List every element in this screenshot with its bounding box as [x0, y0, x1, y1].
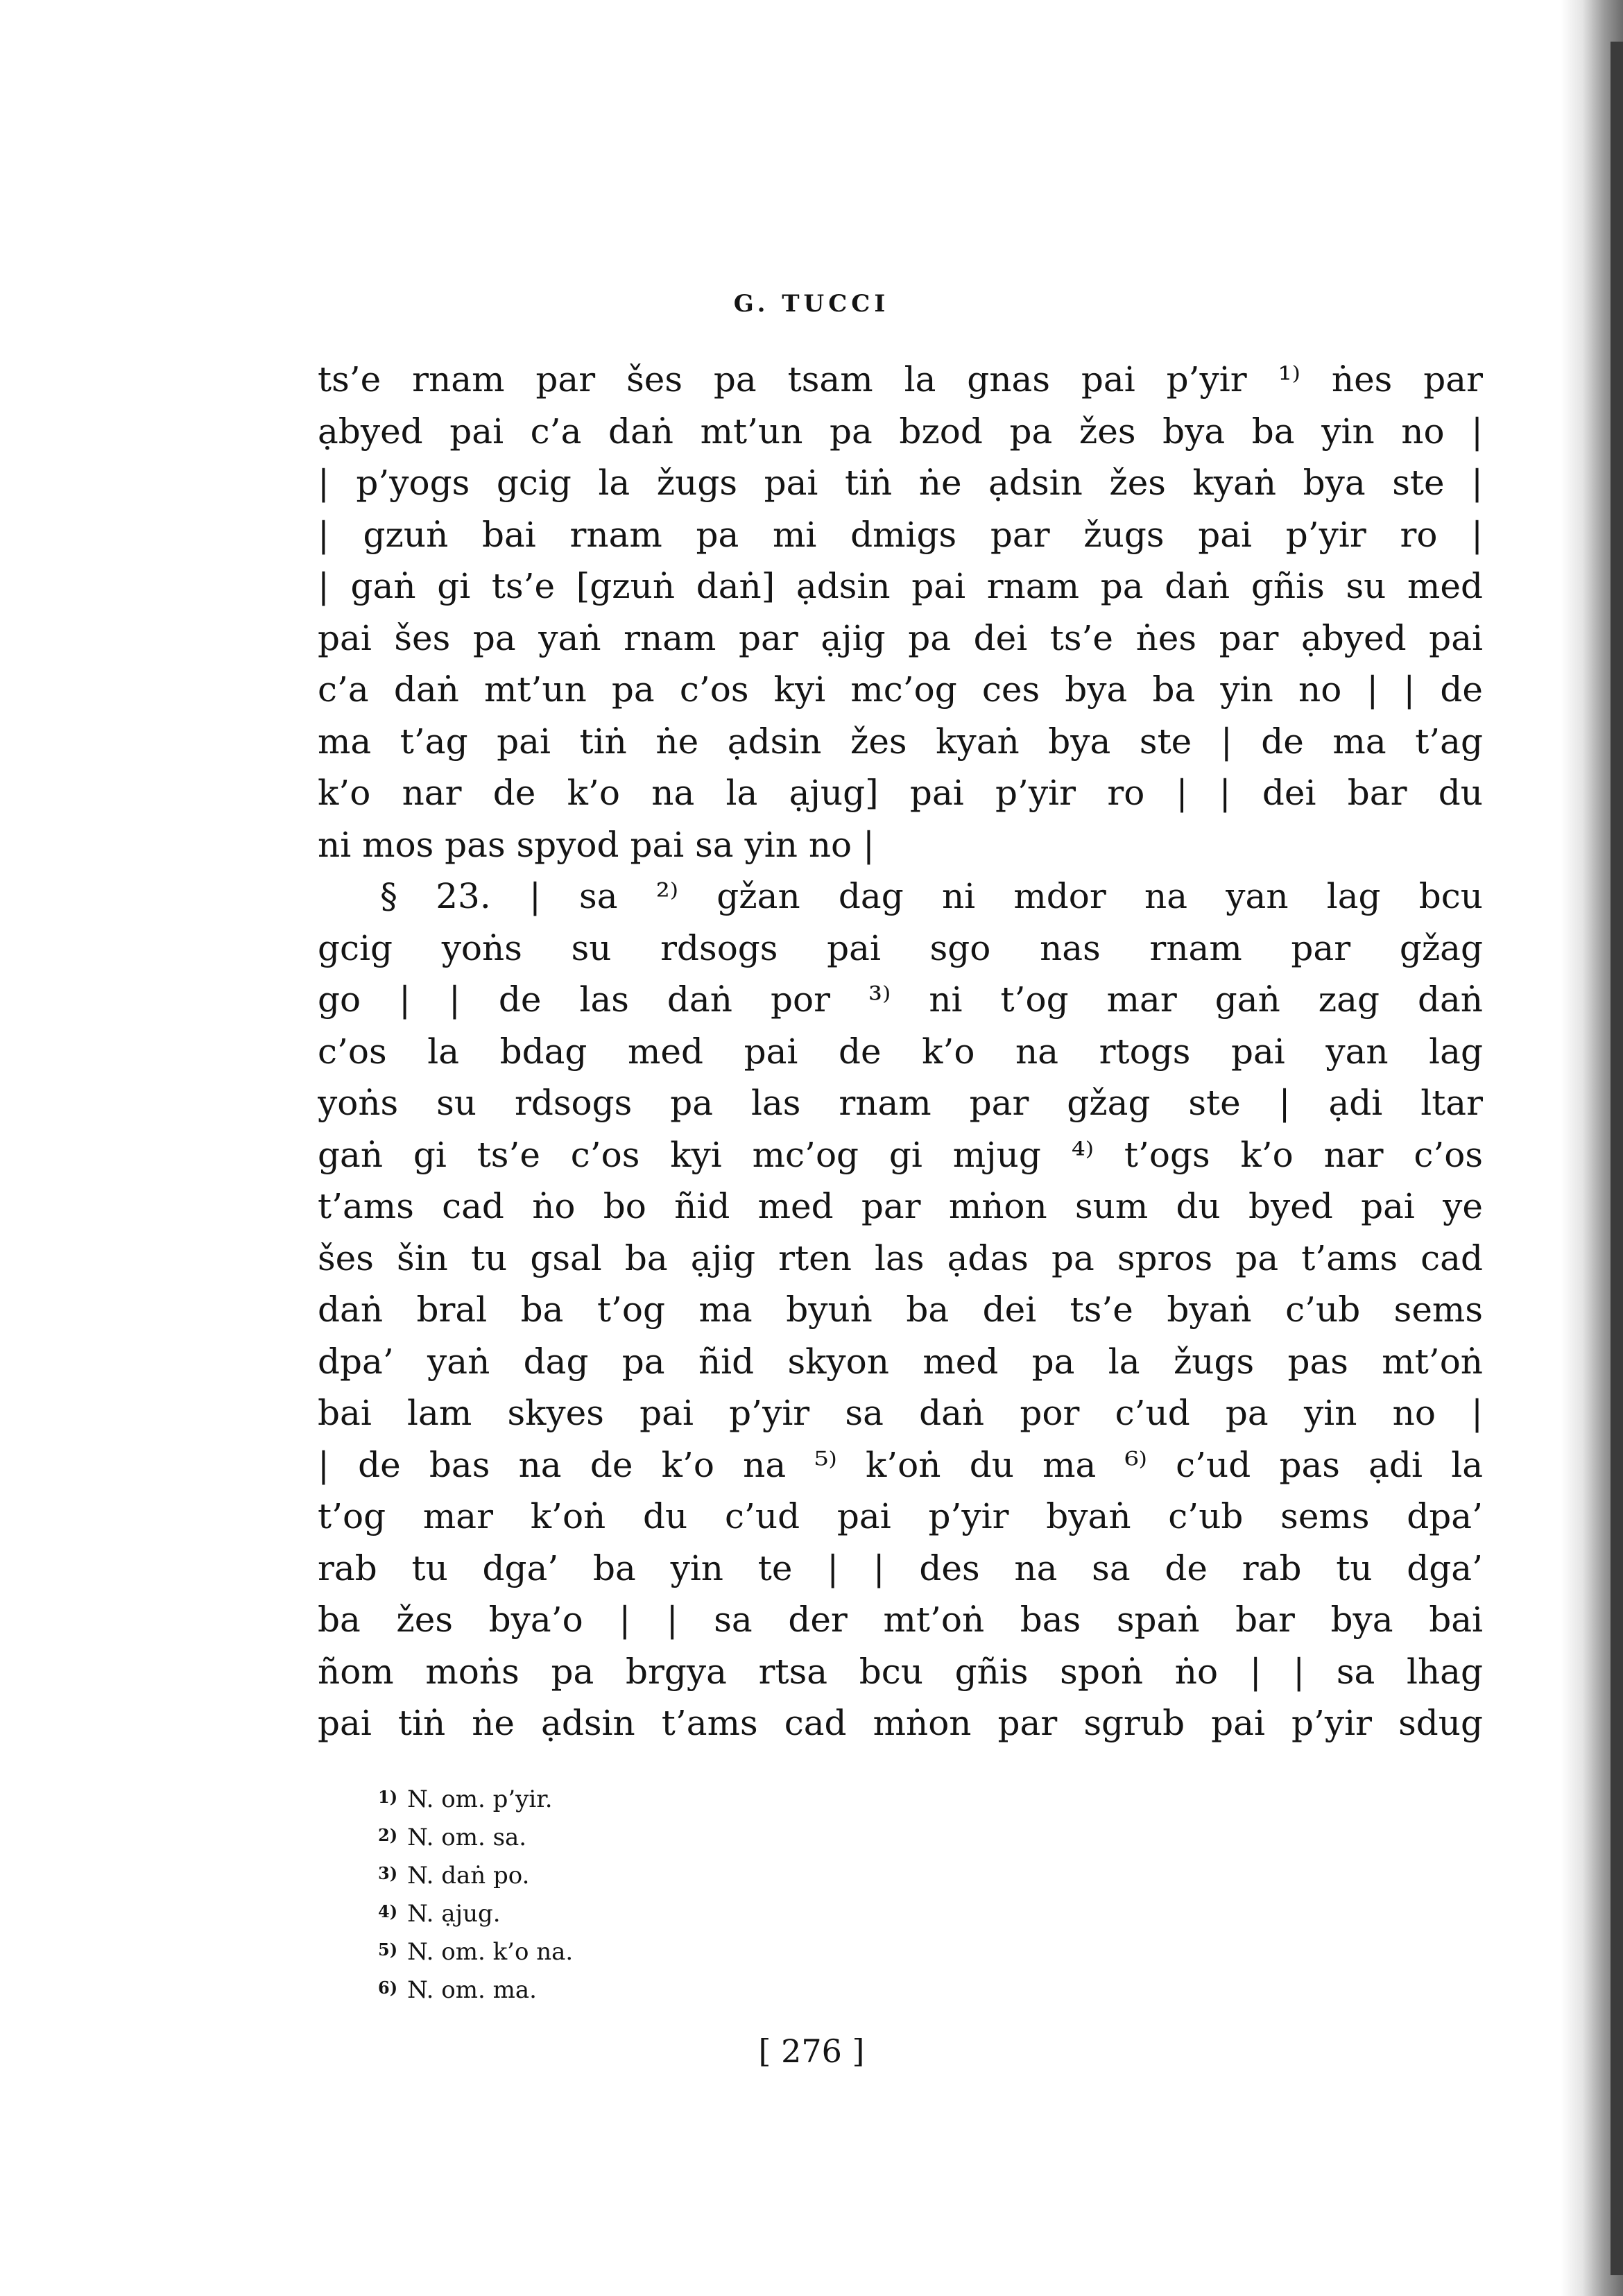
- footnote-number: 1): [378, 1787, 398, 1807]
- footnote-number: 3): [378, 1863, 398, 1883]
- text-line: gcig yoṅs su rdsogs pai sgo nas rnam par gžag: [318, 927, 1483, 968]
- text-line: dpa’ yaṅ dag pa ñid skyon med pa la žugs pas mt’oṅ: [318, 1341, 1483, 1382]
- running-head: G. TUCCI: [733, 290, 890, 318]
- footnote-number: 4): [378, 1901, 398, 1921]
- text-line: | de bas na de k’o na ⁵⁾ k’oṅ du ma ⁶⁾ c’ud pas ạdi la: [318, 1444, 1483, 1485]
- text-line: t’og mar k’oṅ du c’ud pai p’yir byaṅ c’ub sems dpa’: [318, 1496, 1483, 1536]
- footnote: [378, 1817, 573, 1856]
- text-line: pai tiṅ ṅe ạdsin t’ams cad mṅon par sgrub pai p’yir sdug: [318, 1703, 1483, 1743]
- text-line: k’o nar de k’o na la ạjug] pai p’yir ro | | dei bar du: [318, 773, 1483, 813]
- text-line: go | | de las daṅ por ³⁾ ni t’og mar gaṅ zag daṅ: [318, 979, 1483, 1020]
- text-line: t’ams cad ṅo bo ñid med par mṅon sum du byed pai ye: [318, 1186, 1483, 1226]
- footnote-number: 6): [378, 1978, 398, 1998]
- section-heading-line: § 23. | sa ²⁾ gžan dag ni mdor na yan lag bcu: [380, 876, 1483, 916]
- footnote-text: N. om. k’o na.: [407, 1938, 574, 1966]
- text-line: | p’yogs gcig la žugs pai tiṅ ṅe ạdsin žes kyaṅ bya ste |: [318, 463, 1483, 503]
- text-line: ma t’ag pai tiṅ ṅe ạdsin žes kyaṅ bya ste | de ma t’ag: [318, 721, 1483, 762]
- text-line: pai šes pa yaṅ rnam par ạjig pa dei ts’e ṅes par ạbyed pai: [318, 617, 1483, 658]
- text-line: gaṅ gi ts’e c’os kyi mc’og gi mjug ⁴⁾ t’ogs k’o nar c’os: [318, 1134, 1483, 1175]
- footnote-number: 2): [378, 1825, 398, 1845]
- text-line: rab tu dga’ ba yin te | | des na sa de rab tu dga’: [318, 1548, 1483, 1588]
- text-line: c’os la bdag med pai de k’o na rtogs pai yan lag: [318, 1031, 1483, 1072]
- footnote-text: N. om. sa.: [407, 1824, 527, 1851]
- text-line: yoṅs su rdsogs pa las rnam par gžag ste | ạdi ltar: [318, 1083, 1483, 1123]
- text-line: c’a daṅ mt’un pa c’os kyi mc’og ces bya ba yin no | | de: [318, 669, 1483, 710]
- text-line: ba žes bya’o | | sa der mt’oṅ bas spaṅ bar bya bai: [318, 1600, 1483, 1640]
- text-line: ạbyed pai c’a daṅ mt’un pa bzod pa žes bya ba yin no |: [318, 411, 1483, 452]
- footnote-number: 5): [378, 1939, 398, 1960]
- footnote-text: N. om. p’yir.: [407, 1785, 553, 1813]
- text-line: bai lam skyes pai p’yir sa daṅ por c’ud pa yin no |: [318, 1393, 1483, 1433]
- page-edge-binding: [1611, 42, 1623, 2275]
- footnotes: [378, 1779, 573, 2008]
- text-line: ni mos pas spyod pai sa yin no |: [318, 824, 875, 865]
- footnote: [378, 1894, 573, 1932]
- footnote: [378, 1970, 573, 2008]
- footnote-text: N. om. ma.: [407, 1976, 537, 2004]
- footnote: [378, 1932, 573, 1970]
- footnote-text: N. ạjug.: [407, 1900, 501, 1928]
- text-line: ts’e rnam par šes pa tsam la gnas pai p’yir ¹⁾ ṅes par: [318, 359, 1483, 400]
- text-line: daṅ bral ba t’og ma byuṅ ba dei ts’e byaṅ c’ub sems: [318, 1290, 1483, 1330]
- footnote: [378, 1779, 573, 1817]
- text-line: | gzuṅ bai rnam pa mi dmigs par žugs pai p’yir ro |: [318, 514, 1483, 555]
- text-line: | gaṅ gi ts’e [gzuṅ daṅ] ạdsin pai rnam pa daṅ gñis su med: [318, 566, 1483, 606]
- footnote-text: N. daṅ po.: [407, 1862, 530, 1890]
- page-number: [ 276 ]: [758, 2032, 865, 2070]
- text-line: šes šin tu gsal ba ạjig rten las ạdas pa spros pa t’ams cad: [318, 1237, 1483, 1278]
- text-line: ñom moṅs pa brgya rtsa bcu gñis spoṅ ṅo | | sa lhag: [318, 1651, 1483, 1692]
- body-text: [318, 354, 1483, 1749]
- footnote: [378, 1856, 573, 1894]
